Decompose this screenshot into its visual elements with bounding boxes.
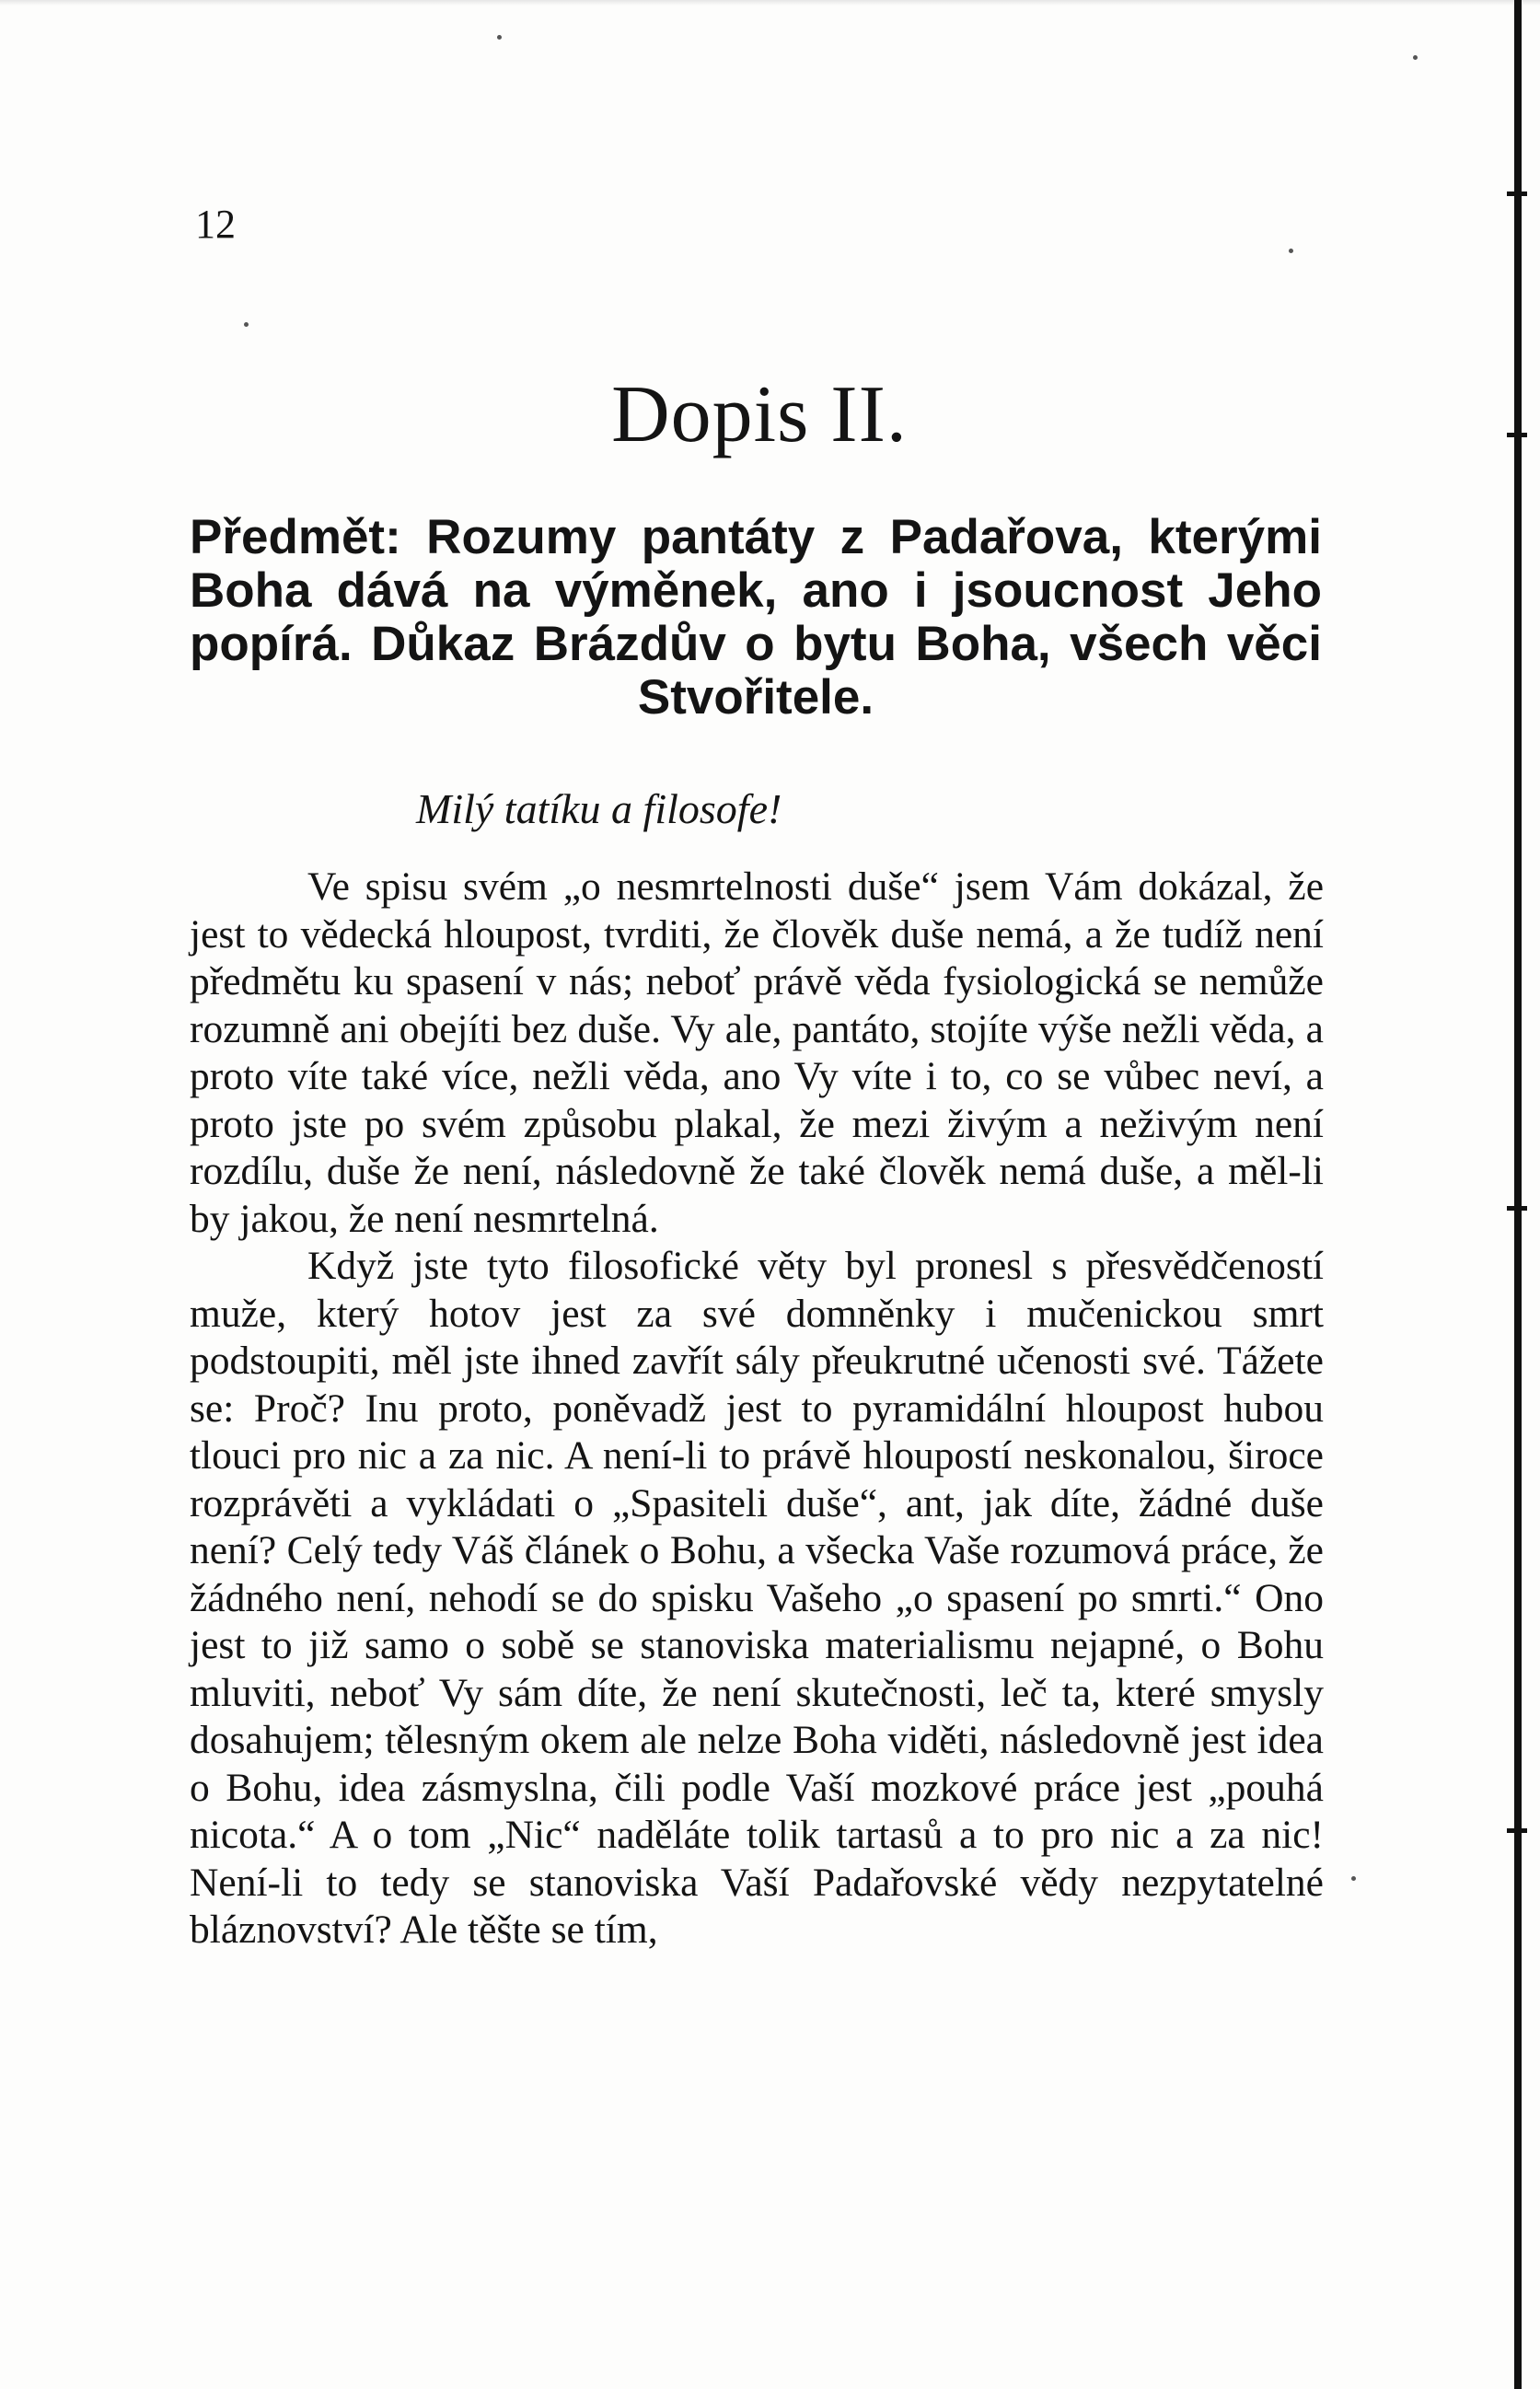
letter-title: Dopis II.: [611, 370, 908, 459]
binding-edge: [1514, 0, 1522, 2389]
salutation: Milý tatíku a filosofe!: [416, 785, 782, 832]
page-top-edge: [0, 0, 1540, 6]
paragraph: Když jste tyto filosofické věty byl pronesl s přesvědčeností muže, který hotov jest za své domněnky i mučenickou smrt podstoupiti, měl jste ihned zavřít sály přeukrutné učenosti své. Tážete se: Proč? Inu proto, poněvadž jest to pyramidální hloupost hubou tlouci pro nic a za nic. A není-li to právě hloupostí neskonalou, široce rozprávěti a vykládati o „Spasiteli duše“, ant, jak díte, žádné duše není? Celý tedy Váš článek o Bohu, a všecka Vaše rozumová práce, že žádného není, nehodí se do spisku Vašeho „o spasení po smrti.“ Ono jest to již samo o sobě se stanoviska materialismu nejapné, o Bohu mluviti, neboť Vy sám díte, že není skutečnosti, leč ta, které smysly dosahujem; tělesným okem ale nelze Boha viděti, následovně jest idea o Bohu, idea zásmyslna, čili podle Vaší mozkové práce jest „pouhá nicota.“ A o tom „Nic“ naděláte tolik tartasů a to pro nic a za nic! Není-li to tedy se stanoviska Vaší Padařovské vědy nezpytatelné bláznovství? Ale těšte se tím,: [190, 1244, 1324, 1952]
edge-mark: [1507, 191, 1527, 196]
letter-body: [190, 864, 1324, 1954]
page-number: 12: [195, 202, 236, 247]
print-speck: [1289, 249, 1293, 253]
edge-mark: [1507, 1206, 1527, 1211]
print-speck: [1413, 55, 1418, 60]
print-speck: [1351, 1876, 1356, 1881]
paragraph: Ve spisu svém „o nesmrtelnosti duše“ jsem Vám dokázal, že jest to vědecká hloupost, tvrditi, že člověk duše nemá, a že tudíž není předmětu ku spasení v nás; neboť právě věda fysiologická se nemůže rozumně ani obejíti bez duše. Vy ale, pantáto, stojíte výše nežli věda, a proto víte také více, nežli věda, ano Vy víte i to, co se vůbec neví, a proto jste po svém způsobu plakal, že mezi živým a neživým není rozdílu, duše že není, následovně že také člověk nemá duše, a měl-li by jakou, že není nesmrtelná.: [190, 864, 1324, 1241]
print-speck: [244, 322, 249, 327]
print-speck: [497, 35, 502, 40]
letter-subject: Předmět: Rozumy pantáty z Padařova, kterými Boha dává na výměnek, ano i jsoucnost Jeho popírá. Důkaz Brázdův o bytu Boha, všech věci Stvořitele.: [190, 510, 1322, 725]
edge-mark: [1507, 1828, 1527, 1833]
